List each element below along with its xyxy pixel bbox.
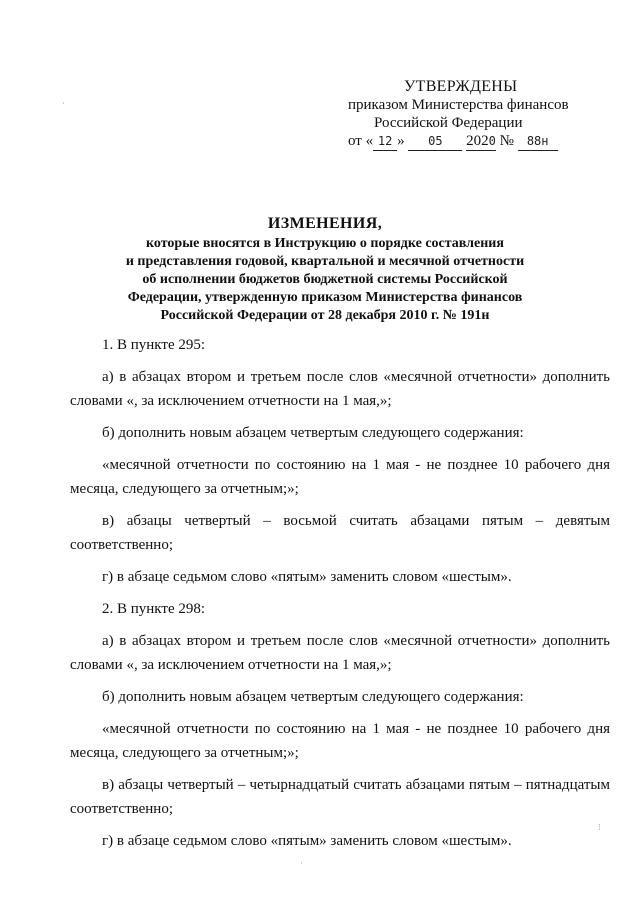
order-number: 88н	[518, 132, 558, 151]
paragraph: 2. В пункте 298:	[102, 601, 206, 617]
paragraph: г) в абзаце седьмом слово «пятым» заменить словом «шестым».	[102, 833, 512, 849]
document-body	[70, 333, 610, 853]
number-label: №	[499, 133, 514, 149]
date-year	[466, 132, 496, 151]
approval-stamp	[348, 78, 588, 151]
paragraph: в) абзацы четвертый – восьмой считать абзацами пятым – девятым соответственно;	[70, 513, 610, 553]
scan-speck: ⁝	[598, 822, 601, 832]
approval-date-line	[348, 132, 588, 151]
scan-speck: ·	[300, 858, 303, 868]
approval-order-line: приказом Министерства финансов	[348, 97, 569, 113]
title-line: Российской Федерации от 28 декабря 2010 г. № 191н	[160, 308, 490, 323]
paragraph: а) в абзацах втором и третьем после слов «месячной отчетности» дополнить словами «, за исключением отчетности на 1 мая,»;	[70, 633, 610, 673]
date-year-hand: 0	[488, 134, 496, 148]
title-heading: ИЗМЕНЕНИЯ,	[267, 215, 383, 232]
date-month: 05	[408, 132, 462, 151]
paragraph: б) дополнить новым абзацем четвертым следующего содержания:	[102, 689, 524, 705]
title-line: которые вносятся в Инструкцию о порядке составления	[146, 236, 504, 251]
date-prefix: от «	[348, 133, 374, 149]
paragraph: 1. В пункте 295:	[102, 337, 206, 353]
paragraph: г) в абзаце седьмом слово «пятым» заменить словом «шестым».	[102, 569, 512, 585]
title-line: и представления годовой, квартальной и месячной отчетности	[125, 254, 525, 269]
date-mid: »	[397, 133, 405, 149]
scan-speck: ·	[62, 98, 65, 108]
paragraph: «месячной отчетности по состоянию на 1 мая - не позднее 10 рабочего дня месяца, следующего за отчетным;»;	[70, 721, 610, 761]
approved-label: УТВЕРЖДЕНЫ	[404, 78, 518, 95]
paragraph: «месячной отчетности по состоянию на 1 мая - не позднее 10 рабочего дня месяца, следующего за отчетным;»;	[70, 457, 610, 497]
document-title	[90, 215, 560, 325]
title-line: Федерации, утвержденную приказом Министерства финансов	[127, 290, 523, 305]
paragraph: а) в абзацах втором и третьем после слов «месячной отчетности» дополнить словами «, за исключением отчетности на 1 мая,»;	[70, 369, 610, 409]
paragraph: в) абзацы четвертый – четырнадцатый считать абзацами пятым – пятнадцатым соответственно;	[70, 777, 610, 817]
date-day: 12	[373, 132, 397, 151]
approval-federation-line: Российской Федерации	[374, 115, 523, 131]
date-year-printed: 202	[466, 133, 489, 149]
title-line: об исполнении бюджетов бюджетной системы Российской	[142, 272, 508, 287]
paragraph: б) дополнить новым абзацем четвертым следующего содержания:	[102, 425, 524, 441]
